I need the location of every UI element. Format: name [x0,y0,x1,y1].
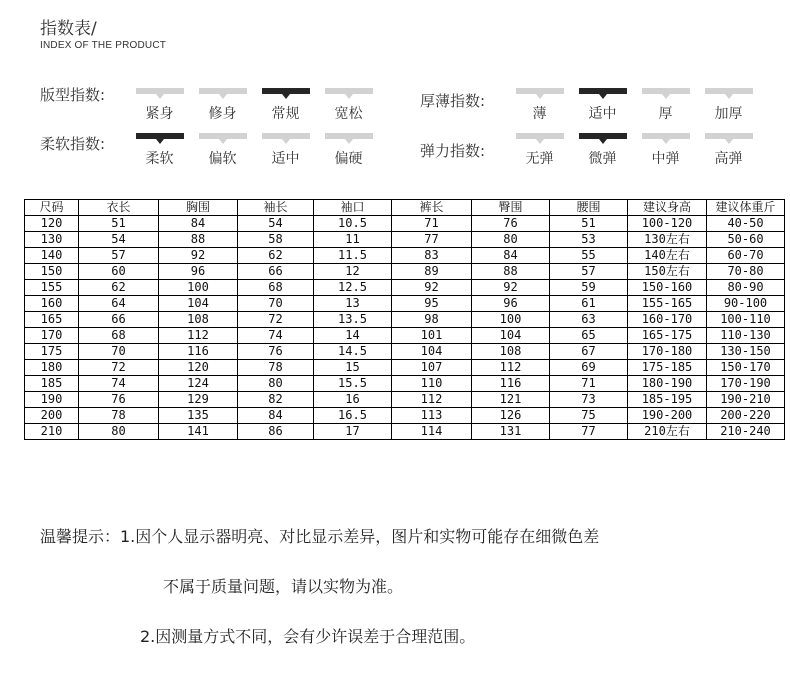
thickness-option-bar-selected [579,88,627,94]
table-row [25,376,785,392]
fit-option-bar [325,88,373,94]
softness-option-pointer [282,139,290,144]
table-cell: 116 [472,376,550,392]
elasticity-option-label: 微弹 [588,151,617,167]
table-cell: 140左右 [628,248,707,264]
fit-index-scale [128,88,380,123]
table-cell: 170-190 [707,376,785,392]
table-cell: 67 [550,344,628,360]
fit-option-2 [254,88,317,123]
table-cell: 150 [25,264,79,280]
table-cell: 78 [238,360,314,376]
thickness-option-bar [705,88,753,94]
table-cell: 130-150 [707,344,785,360]
table-cell: 175-185 [628,360,707,376]
table-cell: 84 [472,248,550,264]
table-cell: 59 [550,280,628,296]
elasticity-index-label: 弹力指数: [420,142,486,160]
table-cell: 65 [550,328,628,344]
table-cell: 200-220 [707,408,785,424]
table-cell: 150左右 [628,264,707,280]
table-cell: 63 [550,312,628,328]
table-cell: 74 [238,328,314,344]
elasticity-option-3 [697,133,760,168]
table-cell: 13.5 [314,312,392,328]
table-cell: 160 [25,296,79,312]
column-header: 衣长 [79,200,159,216]
column-header: 尺码 [25,200,79,216]
table-cell: 51 [550,216,628,232]
thickness-option-pointer [536,94,544,99]
column-header: 建议体重斤 [707,200,785,216]
elasticity-index-scale [508,133,760,168]
table-cell: 110-130 [707,328,785,344]
table-cell: 100 [159,280,238,296]
elasticity-option-bar [516,133,564,139]
table-cell: 50-60 [707,232,785,248]
elasticity-option-pointer [662,139,670,144]
column-header: 袖口 [314,200,392,216]
table-cell: 53 [550,232,628,248]
elasticity-option-bar [705,133,753,139]
table-cell: 104 [159,296,238,312]
elasticity-option-1 [571,133,634,168]
thickness-index-scale [508,88,760,123]
table-cell: 76 [238,344,314,360]
table-cell: 165 [25,312,79,328]
table-cell: 129 [159,392,238,408]
fit-option-pointer [282,94,290,99]
table-cell: 121 [472,392,550,408]
fit-option-label: 紧身 [145,106,174,122]
note-line-3: 2.因测量方式不同，会有少许误差于合理范围。 [140,627,476,646]
table-cell: 170-180 [628,344,707,360]
fit-option-pointer [156,94,164,99]
softness-option-2 [254,133,317,168]
elasticity-option-2 [634,133,697,168]
table-cell: 11 [314,232,392,248]
fit-option-bar [199,88,247,94]
table-cell: 96 [472,296,550,312]
table-cell: 60 [79,264,159,280]
table-cell: 190-210 [707,392,785,408]
elasticity-option-label: 无弹 [525,151,554,167]
table-cell: 180-190 [628,376,707,392]
table-row [25,344,785,360]
table-cell: 150-170 [707,360,785,376]
table-cell: 98 [392,312,472,328]
softness-option-label: 柔软 [145,151,174,167]
table-cell: 78 [79,408,159,424]
table-cell: 80 [79,424,159,440]
table-cell: 54 [79,232,159,248]
softness-option-label: 适中 [271,151,300,167]
softness-option-pointer [219,139,227,144]
fit-option-label: 常规 [271,106,300,122]
softness-option-pointer [345,139,353,144]
table-cell: 130左右 [628,232,707,248]
table-cell: 104 [472,328,550,344]
table-cell: 88 [159,232,238,248]
thickness-option-pointer [662,94,670,99]
table-cell: 88 [472,264,550,280]
page-subtitle: INDEX OF THE PRODUCT [40,40,167,51]
table-row [25,408,785,424]
thickness-option-1 [571,88,634,123]
table-cell: 96 [159,264,238,280]
thickness-option-3 [697,88,760,123]
elasticity-option-pointer [536,139,544,144]
table-cell: 101 [392,328,472,344]
elasticity-option-0 [508,133,571,168]
column-header: 袖长 [238,200,314,216]
table-cell: 84 [238,408,314,424]
softness-option-1 [191,133,254,168]
fit-option-0 [128,88,191,123]
column-header: 建议身高 [628,200,707,216]
table-cell: 80-90 [707,280,785,296]
table-cell: 86 [238,424,314,440]
thickness-option-bar [516,88,564,94]
table-cell: 62 [238,248,314,264]
table-cell: 155-165 [628,296,707,312]
table-cell: 170 [25,328,79,344]
table-row [25,264,785,280]
column-header: 胸围 [159,200,238,216]
table-cell: 108 [472,344,550,360]
table-cell: 80 [472,232,550,248]
table-cell: 58 [238,232,314,248]
table-cell: 51 [79,216,159,232]
table-cell: 107 [392,360,472,376]
table-cell: 84 [159,216,238,232]
thickness-option-2 [634,88,697,123]
table-cell: 165-175 [628,328,707,344]
table-cell: 70 [238,296,314,312]
elasticity-option-label: 高弹 [714,151,743,167]
fit-option-bar-selected [262,88,310,94]
thickness-option-0 [508,88,571,123]
softness-option-label: 偏软 [208,151,237,167]
table-row [25,392,785,408]
thickness-option-label: 加厚 [714,106,743,122]
table-cell: 64 [79,296,159,312]
table-cell: 57 [550,264,628,280]
table-cell: 180 [25,360,79,376]
fit-option-pointer [345,94,353,99]
table-cell: 14.5 [314,344,392,360]
table-cell: 210 [25,424,79,440]
table-cell: 70-80 [707,264,785,280]
table-cell: 12 [314,264,392,280]
table-cell: 54 [238,216,314,232]
thickness-option-bar [642,88,690,94]
table-cell: 74 [79,376,159,392]
table-cell: 11.5 [314,248,392,264]
table-cell: 113 [392,408,472,424]
table-cell: 185-195 [628,392,707,408]
fit-index-label: 版型指数: [40,86,106,104]
table-cell: 73 [550,392,628,408]
table-cell: 95 [392,296,472,312]
elasticity-option-bar [642,133,690,139]
table-cell: 160-170 [628,312,707,328]
fit-option-pointer [219,94,227,99]
softness-option-label: 偏硬 [334,151,363,167]
elasticity-option-label: 中弹 [651,151,680,167]
table-cell: 120 [159,360,238,376]
table-cell: 61 [550,296,628,312]
softness-option-bar-selected [136,133,184,139]
table-cell: 124 [159,376,238,392]
fit-option-1 [191,88,254,123]
table-cell: 92 [472,280,550,296]
elasticity-option-bar-selected [579,133,627,139]
table-row [25,360,785,376]
table-cell: 126 [472,408,550,424]
table-cell: 155 [25,280,79,296]
size-table-header-row [25,200,785,216]
table-cell: 72 [79,360,159,376]
softness-option-3 [317,133,380,168]
softness-option-bar [262,133,310,139]
table-row [25,296,785,312]
table-cell: 77 [392,232,472,248]
table-cell: 200 [25,408,79,424]
table-cell: 71 [550,376,628,392]
column-header: 裤长 [392,200,472,216]
softness-index-label: 柔软指数: [40,135,106,153]
elasticity-option-pointer [725,139,733,144]
table-cell: 15.5 [314,376,392,392]
table-cell: 16.5 [314,408,392,424]
table-cell: 14 [314,328,392,344]
table-cell: 72 [238,312,314,328]
column-header: 臀围 [472,200,550,216]
table-row [25,216,785,232]
table-cell: 104 [392,344,472,360]
table-cell: 112 [472,360,550,376]
thickness-option-pointer [599,94,607,99]
table-cell: 68 [79,328,159,344]
table-cell: 82 [238,392,314,408]
table-cell: 12.5 [314,280,392,296]
table-cell: 100 [472,312,550,328]
table-cell: 15 [314,360,392,376]
size-table [24,199,785,440]
table-cell: 175 [25,344,79,360]
table-cell: 92 [392,280,472,296]
table-row [25,280,785,296]
thickness-option-label: 薄 [532,106,547,122]
table-cell: 100-120 [628,216,707,232]
table-cell: 112 [392,392,472,408]
table-row [25,232,785,248]
table-cell: 60-70 [707,248,785,264]
table-cell: 140 [25,248,79,264]
table-cell: 92 [159,248,238,264]
table-cell: 66 [79,312,159,328]
table-row [25,424,785,440]
softness-option-bar [199,133,247,139]
fit-option-3 [317,88,380,123]
page-title: 指数表/ [40,19,97,39]
thickness-option-label: 厚 [658,106,673,122]
table-cell: 66 [238,264,314,280]
table-cell: 76 [79,392,159,408]
table-cell: 112 [159,328,238,344]
table-cell: 116 [159,344,238,360]
table-cell: 130 [25,232,79,248]
note-line-2: 不属于质量问题，请以实物为准。 [163,577,404,596]
table-row [25,248,785,264]
thickness-option-label: 适中 [588,106,617,122]
fit-option-bar [136,88,184,94]
table-cell: 80 [238,376,314,392]
table-cell: 114 [392,424,472,440]
thickness-index-label: 厚薄指数: [420,92,486,110]
table-cell: 75 [550,408,628,424]
table-cell: 71 [392,216,472,232]
elasticity-option-pointer [599,139,607,144]
table-cell: 131 [472,424,550,440]
table-cell: 135 [159,408,238,424]
table-cell: 190-200 [628,408,707,424]
table-cell: 16 [314,392,392,408]
table-cell: 108 [159,312,238,328]
table-row [25,312,785,328]
table-cell: 17 [314,424,392,440]
table-cell: 40-50 [707,216,785,232]
table-cell: 70 [79,344,159,360]
table-cell: 150-160 [628,280,707,296]
table-cell: 10.5 [314,216,392,232]
table-cell: 89 [392,264,472,280]
table-cell: 210-240 [707,424,785,440]
table-cell: 69 [550,360,628,376]
note-line-1: 温馨提示：1.因个人显示器明亮、对比显示差异，图片和实物可能存在细微色差 [40,527,600,546]
softness-option-0 [128,133,191,168]
table-row [25,328,785,344]
thickness-option-pointer [725,94,733,99]
column-header: 腰围 [550,200,628,216]
softness-index-scale [128,133,380,168]
fit-option-label: 修身 [208,106,237,122]
table-cell: 76 [472,216,550,232]
softness-option-bar [325,133,373,139]
table-cell: 110 [392,376,472,392]
table-cell: 83 [392,248,472,264]
table-cell: 77 [550,424,628,440]
table-cell: 120 [25,216,79,232]
table-cell: 100-110 [707,312,785,328]
table-cell: 57 [79,248,159,264]
table-cell: 62 [79,280,159,296]
fit-option-label: 宽松 [334,106,363,122]
table-cell: 185 [25,376,79,392]
table-cell: 55 [550,248,628,264]
table-cell: 13 [314,296,392,312]
table-cell: 190 [25,392,79,408]
table-cell: 90-100 [707,296,785,312]
table-cell: 68 [238,280,314,296]
table-cell: 141 [159,424,238,440]
softness-option-pointer [156,139,164,144]
table-cell: 210左右 [628,424,707,440]
